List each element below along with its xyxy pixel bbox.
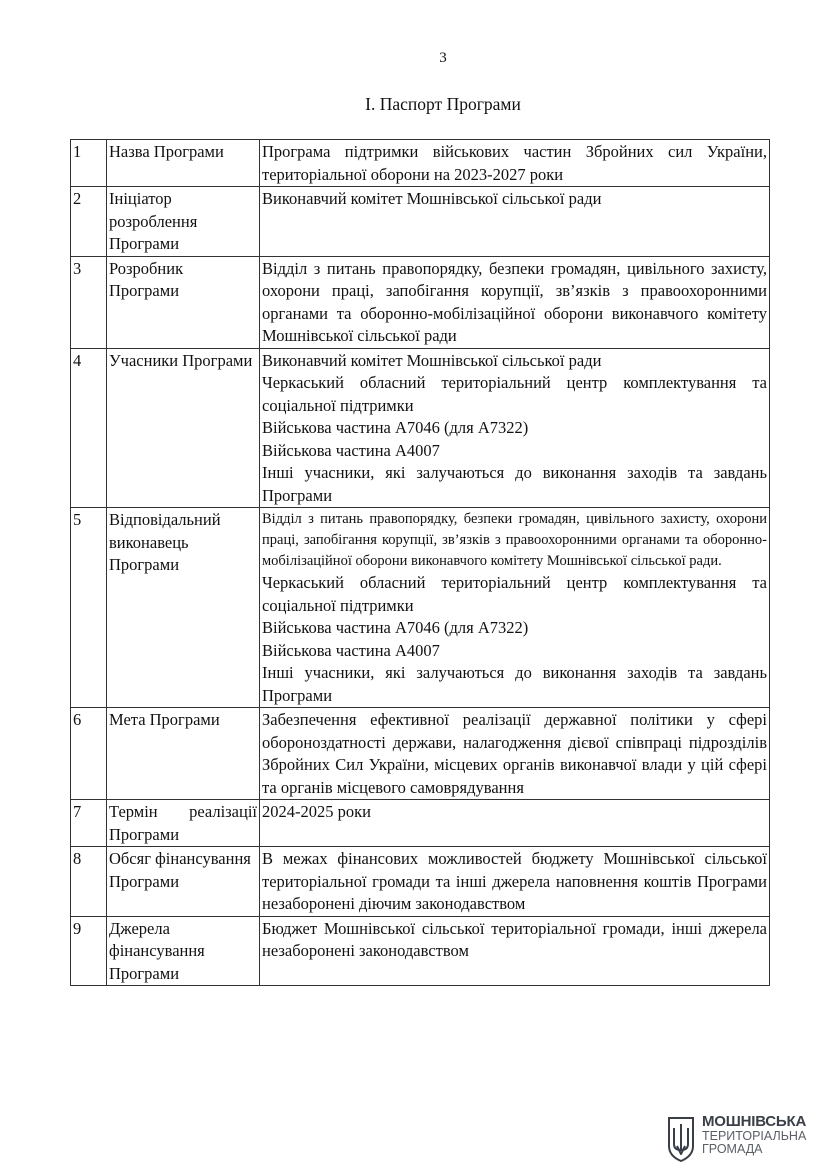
participant-line: Виконавчий комітет Мошнівської сільської ради <box>262 350 602 370</box>
row-label: Термін реалізації Програми <box>107 800 260 847</box>
row-label: Ініціатор розроблення Програми <box>107 187 260 257</box>
row-label: Розробник Програми <box>107 256 260 348</box>
program-passport-table <box>70 139 770 986</box>
table-row <box>71 348 770 508</box>
table-row <box>71 916 770 986</box>
row-value: В межах фінансових можливостей бюджету Мошнівської сільської територіальної громади та інші джерела наповнення коштів Програми незаборонені діючим законодавством <box>260 847 770 917</box>
executor-line: Інші учасники, які залучаються до виконання заходів та завдань Програми <box>262 663 767 705</box>
executor-line: Черкаський обласний територіальний центр комплектування та соціальної підтримки <box>262 573 767 615</box>
row-number: 1 <box>71 140 107 187</box>
logo-text <box>702 1114 806 1156</box>
participant-line: Черкаський обласний територіальний центр комплектування та соціальної підтримки <box>262 373 767 415</box>
row-number: 7 <box>71 800 107 847</box>
community-logo <box>667 1114 807 1162</box>
row-label: Відповідальний виконавець Програми <box>107 508 260 708</box>
row-value <box>260 348 770 508</box>
row-label: Назва Програми <box>107 140 260 187</box>
row-value: Виконавчий комітет Мошнівської сільської ради <box>260 187 770 257</box>
row-number: 2 <box>71 187 107 257</box>
trident-icon <box>667 1116 695 1162</box>
section-title: І. Паспорт Програми <box>365 94 521 114</box>
executor-line: Відділ з питань правопорядку, безпеки громадян, цивільного захисту, охорони праці, запобігання корупції, зв’язків з правоохоронними органами та оборонно-мобілізаційної оборони виконавчого комітету Мошнівської сільської ради. <box>262 511 767 569</box>
executor-line: Військова частина А7046 (для А7322) <box>262 618 529 637</box>
table-row <box>71 256 770 348</box>
row-value: 2024-2025 роки <box>260 800 770 847</box>
table-row <box>71 508 770 708</box>
row-number: 3 <box>71 256 107 348</box>
row-number: 4 <box>71 348 107 508</box>
row-number: 6 <box>71 708 107 800</box>
participant-line: Військова частина А7046 (для А7322) <box>262 418 529 437</box>
row-value <box>260 508 770 708</box>
page-number: 3 <box>439 50 447 66</box>
row-label: Учасники Програми <box>107 348 260 508</box>
row-number: 9 <box>71 916 107 986</box>
table-row <box>71 847 770 917</box>
row-value: Бюджет Мошнівської сільської територіальної громади, інші джерела незаборонені законодавством <box>260 916 770 986</box>
row-label: Мета Програми <box>107 708 260 800</box>
executor-line: Військова частина А4007 <box>262 640 440 660</box>
row-value: Відділ з питань правопорядку, безпеки громадян, цивільного захисту, охорони праці, запобігання корупції, зв’язків з правоохоронними органами та оборонно-мобілізаційної оборони виконавчого комітету Мошнівської сільської ради <box>260 256 770 348</box>
row-label: Обсяг фінансування Програми <box>107 847 260 917</box>
row-label: Джерела фінансування Програми <box>107 916 260 986</box>
row-value: Забезпечення ефективної реалізації державної політики у сфері обороноздатності держави, налагодження дієвої співпраці підрозділів Збройних Сил України, місцевих органів виконавчої влади у цій сфері та органів місцевого самоврядування <box>260 708 770 800</box>
table-row <box>71 800 770 847</box>
table-row <box>71 187 770 257</box>
row-value: Програма підтримки військових частин Збройних сил України, територіальної оборони на 2023-2027 роки <box>260 140 770 187</box>
table-row <box>71 708 770 800</box>
table-row <box>71 140 770 187</box>
row-number: 8 <box>71 847 107 917</box>
participant-line: Інші учасники, які залучаються до виконання заходів та завдань Програми <box>262 463 767 505</box>
logo-line-3: ГРОМАДА <box>702 1142 763 1156</box>
logo-line-2: ТЕРИТОРІАЛЬНА <box>702 1129 807 1143</box>
participant-line: Військова частина А4007 <box>262 440 440 460</box>
logo-line-1: МОШНІВСЬКА <box>702 1113 807 1130</box>
row-number: 5 <box>71 508 107 708</box>
